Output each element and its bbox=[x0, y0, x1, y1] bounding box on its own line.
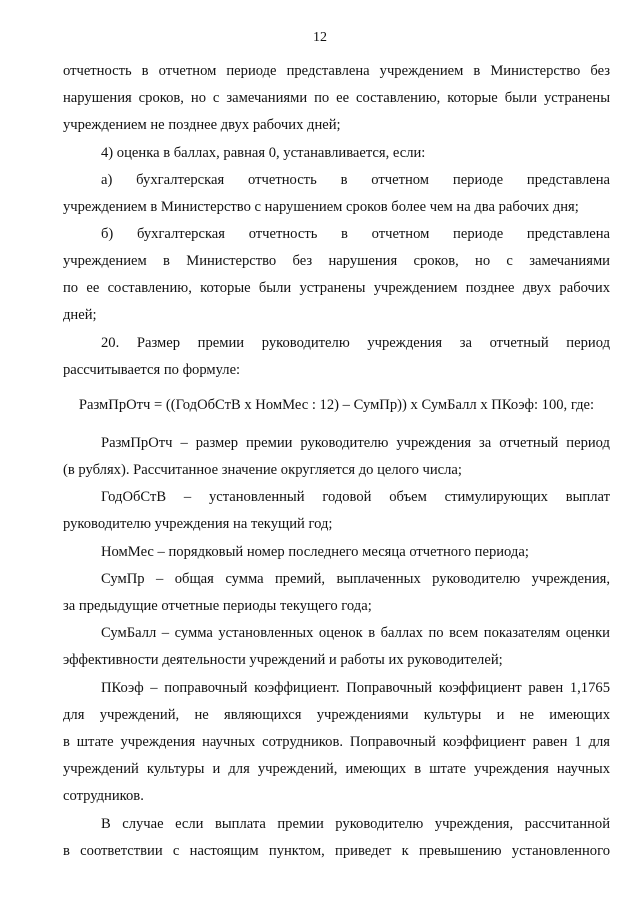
text-line: учреждением в Министерство с нарушением сроков более чем на два рабочих дня; bbox=[63, 199, 579, 215]
paragraph-final: В случае если выплата премии руководителю учреждения, рассчитанной bbox=[101, 816, 610, 832]
text-line: отчетность в отчетном периоде представлена учреждением в Министерство без bbox=[63, 63, 610, 79]
list-item-4: 4) оценка в баллах, равная 0, устанавливается, если: bbox=[101, 145, 426, 161]
text-line: учреждений культуры и для учреждений, имеющих в штате учреждения научных bbox=[63, 761, 610, 777]
text-line: для учреждений, не являющихся учреждениями культуры и не имеющих bbox=[63, 707, 610, 723]
text-line: в штате учреждения научных сотрудников. Поправочный коэффициент равен 1 для bbox=[63, 734, 610, 750]
definition-sumball: СумБалл – сумма установленных оценок в баллах по всем показателям оценки bbox=[101, 625, 610, 641]
definition-razmprotch: РазмПрОтч – размер премии руководителю учреждения за отчетный период bbox=[101, 435, 610, 451]
text-line: сотрудников. bbox=[63, 788, 144, 804]
definition-godobstv: ГодОбСтВ – установленный годовой объем стимулирующих выплат bbox=[101, 489, 610, 505]
text-line: (в рублях). Рассчитанное значение округляется до целого числа; bbox=[63, 462, 462, 478]
text-line: рассчитывается по формуле: bbox=[63, 362, 241, 378]
text-line: дней; bbox=[63, 307, 97, 323]
page-number: 12 bbox=[313, 30, 327, 45]
definition-pkoef: ПКоэф – поправочный коэффициент. Поправочный коэффициент равен 1,1765 bbox=[101, 680, 610, 696]
text-line: в соответствии с настоящим пунктом, приведет к превышению установленного bbox=[63, 843, 610, 859]
text-line: руководителю учреждения на текущий год; bbox=[63, 516, 333, 532]
definition-nommes: НомМес – порядковый номер последнего месяца отчетного периода; bbox=[101, 544, 529, 560]
paragraph-20: 20. Размер премии руководителю учреждения за отчетный период bbox=[101, 335, 610, 351]
text-line: по ее составлению, которые были устранены учреждением позднее двух рабочих bbox=[63, 280, 610, 296]
text-line: эффективности деятельности учреждений и работы их руководителей; bbox=[63, 652, 503, 668]
list-item-b: б) бухгалтерская отчетность в отчетном периоде представлена bbox=[101, 226, 610, 242]
text-line: за предыдущие отчетные периоды текущего года; bbox=[63, 598, 372, 614]
text-line: учреждением не позднее двух рабочих дней; bbox=[63, 117, 341, 133]
list-item-a: а) бухгалтерская отчетность в отчетном периоде представлена bbox=[101, 172, 610, 188]
definition-sumpr: СумПр – общая сумма премий, выплаченных руководителю учреждения, bbox=[101, 571, 610, 587]
text-line: учреждением в Министерство без нарушения сроков, но с замечаниями bbox=[63, 253, 610, 269]
formula: РазмПрОтч = ((ГодОбСтВ х НомМес : 12) – СумПр)) х СумБалл х ПКоэф: 100, где: bbox=[78, 397, 595, 413]
text-line: нарушения сроков, но с замечаниями по ее составлению, которые были устранены bbox=[63, 90, 610, 106]
